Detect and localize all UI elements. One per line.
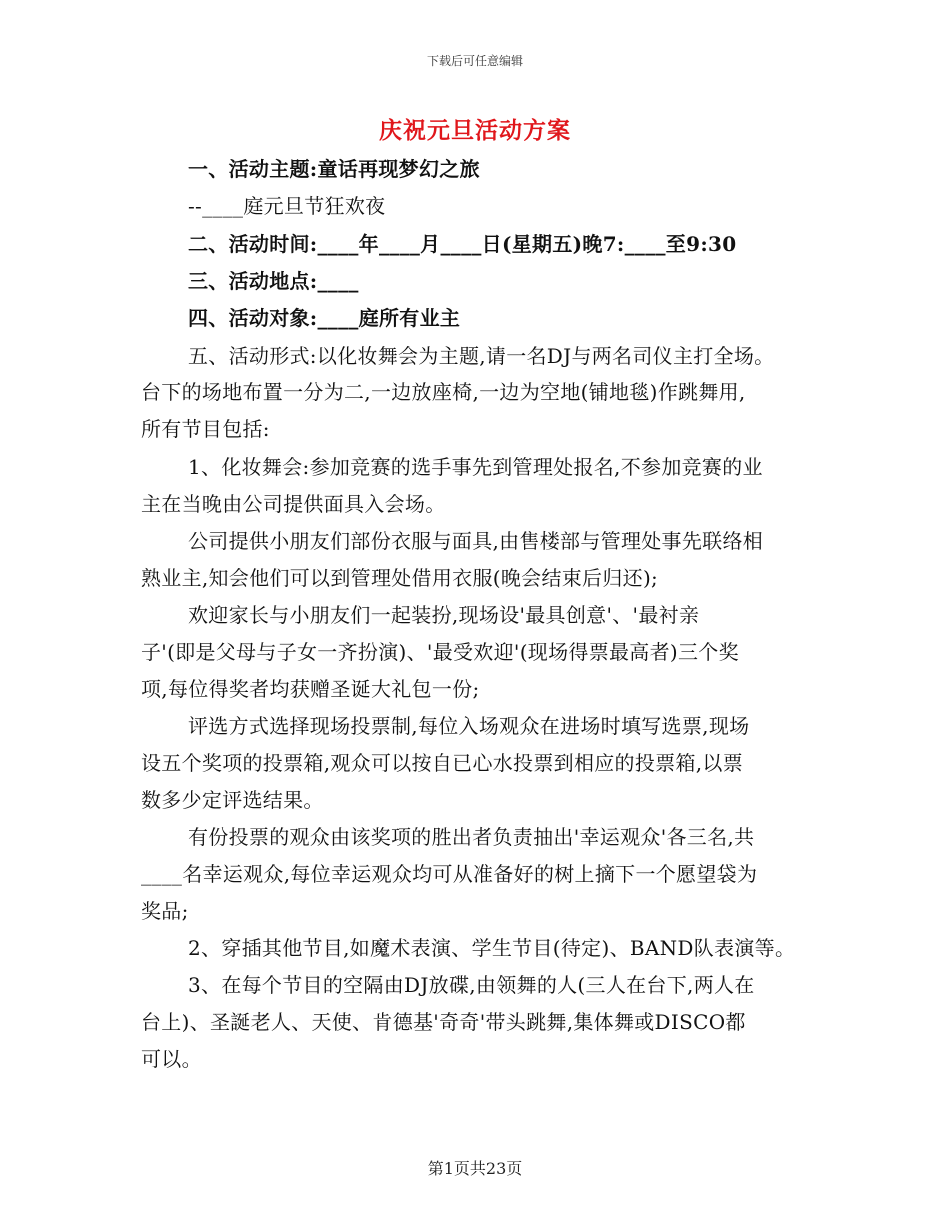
paragraph-line: 子'(即是父母与子女一齐扮演)、'最受欢迎'(现场得票最高者)三个奖 bbox=[141, 640, 739, 664]
paragraph-awards: 欢迎家长与小朋友们一起装扮,现场设'最具创意'、'最衬亲 bbox=[188, 603, 700, 627]
paragraph-line: 熟业主,知会他们可以到管理处借用衣服(晚会结束后归还); bbox=[141, 566, 659, 590]
section-time: 二、活动时间:____年____月____日(星期五)晚7:____至9:30 bbox=[188, 232, 737, 256]
item-3-dancing: 3、在每个节目的空隔由DJ放碟,由领舞的人(三人在台下,两人在 bbox=[188, 973, 755, 997]
paragraph-line: 设五个奖项的投票箱,观众可以按自已心水投票到相应的投票箱,以票 bbox=[141, 751, 744, 775]
header-note: 下载后可任意编辑 bbox=[426, 54, 523, 68]
paragraph-line: 台上)、圣誕老人、天使、肯德基'奇奇'带头跳舞,集体舞或DISCO都 bbox=[141, 1010, 746, 1034]
paragraph-line: 奖品; bbox=[141, 899, 189, 923]
page-title: 庆祝元旦活动方案 bbox=[379, 117, 571, 144]
paragraph-line: 数多少定评选结果。 bbox=[141, 788, 324, 812]
theme-subtitle: --____庭元旦节狂欢夜 bbox=[188, 194, 386, 218]
paragraph-line: 主在当晚由公司提供面具入会场。 bbox=[141, 492, 446, 516]
paragraph-voting: 评选方式选择现场投票制,每位入场观众在进场时填写选票,现场 bbox=[188, 714, 750, 738]
item-2-programs: 2、穿插其他节目,如魔术表演、学生节目(待定)、BAND队表演等。 bbox=[188, 936, 796, 960]
section-theme: 一、活动主题:童话再现梦幻之旅 bbox=[188, 157, 480, 181]
paragraph-line: 所有节目包括: bbox=[141, 417, 270, 441]
paragraph-costumes: 公司提供小朋友们部份衣服与面具,由售楼部与管理处事先联络相 bbox=[188, 529, 764, 553]
paragraph-line: ____名幸运观众,每位幸运观众均可从准备好的树上摘下一个愿望袋为 bbox=[141, 862, 758, 886]
paragraph-line: 可以。 bbox=[141, 1047, 202, 1071]
section-audience: 四、活动对象:____庭所有业主 bbox=[188, 306, 461, 330]
paragraph-line: 项,每位得奖者均获赠圣诞大礼包一份; bbox=[141, 677, 480, 701]
item-1-masquerade: 1、化妆舞会:参加竞赛的选手事先到管理处报名,不参加竞赛的业 bbox=[188, 455, 763, 479]
section-format: 五、活动形式:以化妆舞会为主题,请一名DJ与两名司仪主打全场。 bbox=[188, 344, 775, 368]
paragraph-lucky-draw: 有份投票的观众由该奖项的胜出者负责抽出'幸运观众'各三名,共 bbox=[188, 825, 755, 849]
section-location: 三、活动地点:____ bbox=[188, 269, 359, 293]
paragraph-line: 台下的场地布置一分为二,一边放座椅,一边为空地(铺地毯)作跳舞用, bbox=[141, 380, 746, 404]
page-footer: 第1页共23页 bbox=[427, 1159, 523, 1178]
